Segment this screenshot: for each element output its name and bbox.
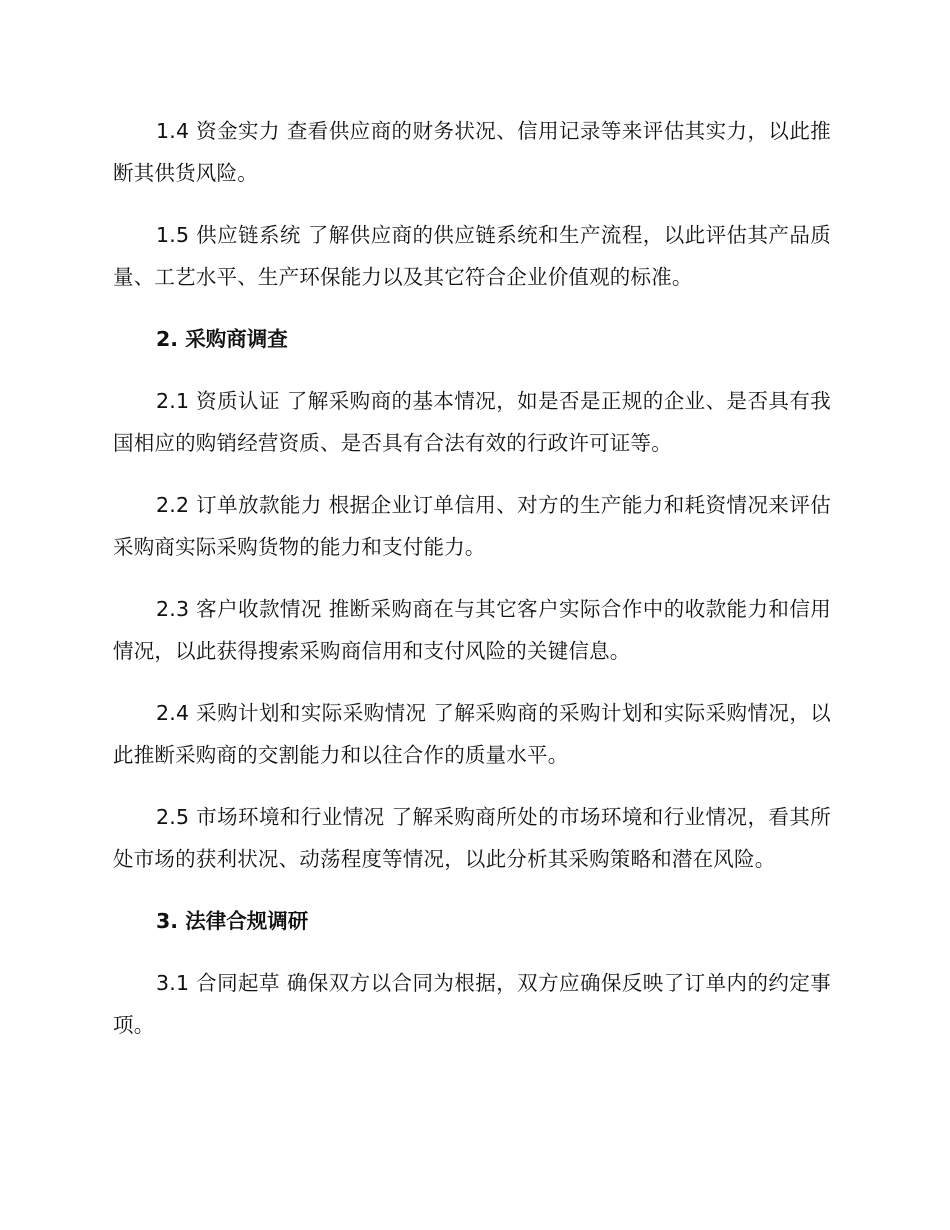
paragraph-2-2: 2.2 订单放款能力 根据企业订单信用、对方的生产能力和耗资情况来评估采购商实际采购货物的能力和支付能力。 xyxy=(113,493,831,559)
paragraph-3-1: 3.1 合同起草 确保双方以合同为根据，双方应确保反映了订单内的约定事项。 xyxy=(113,971,831,1037)
section-heading-3: 3. 法律合规调研 xyxy=(156,909,309,933)
paragraph-2-4: 2.4 采购计划和实际采购情况 了解采购商的采购计划和实际采购情况，以此推断采购商的交割能力和以往合作的质量水平。 xyxy=(113,701,831,767)
paragraph-2-3: 2.3 客户收款情况 推断采购商在与其它客户实际合作中的收款能力和信用情况，以此获得搜索采购商信用和支付风险的关键信息。 xyxy=(113,597,831,663)
paragraph-2-5: 2.5 市场环境和行业情况 了解采购商所处的市场环境和行业情况，看其所处市场的获利状况、动荡程度等情况，以此分析其采购策略和潜在风险。 xyxy=(113,805,831,871)
paragraph-2-1: 2.1 资质认证 了解采购商的基本情况，如是否是正规的企业、是否具有我国相应的购销经营资质、是否具有合法有效的行政许可证等。 xyxy=(113,389,831,455)
document-page xyxy=(113,110,831,1066)
section-heading-2: 2. 采购商调查 xyxy=(156,327,288,351)
paragraph-1-4: 1.4 资金实力 查看供应商的财务状况、信用记录等来评估其实力，以此推断其供货风险。 xyxy=(113,119,831,185)
paragraph-1-5: 1.5 供应链系统 了解供应商的供应链系统和生产流程，以此评估其产品质量、工艺水平、生产环保能力以及其它符合企业价值观的标准。 xyxy=(113,223,831,289)
